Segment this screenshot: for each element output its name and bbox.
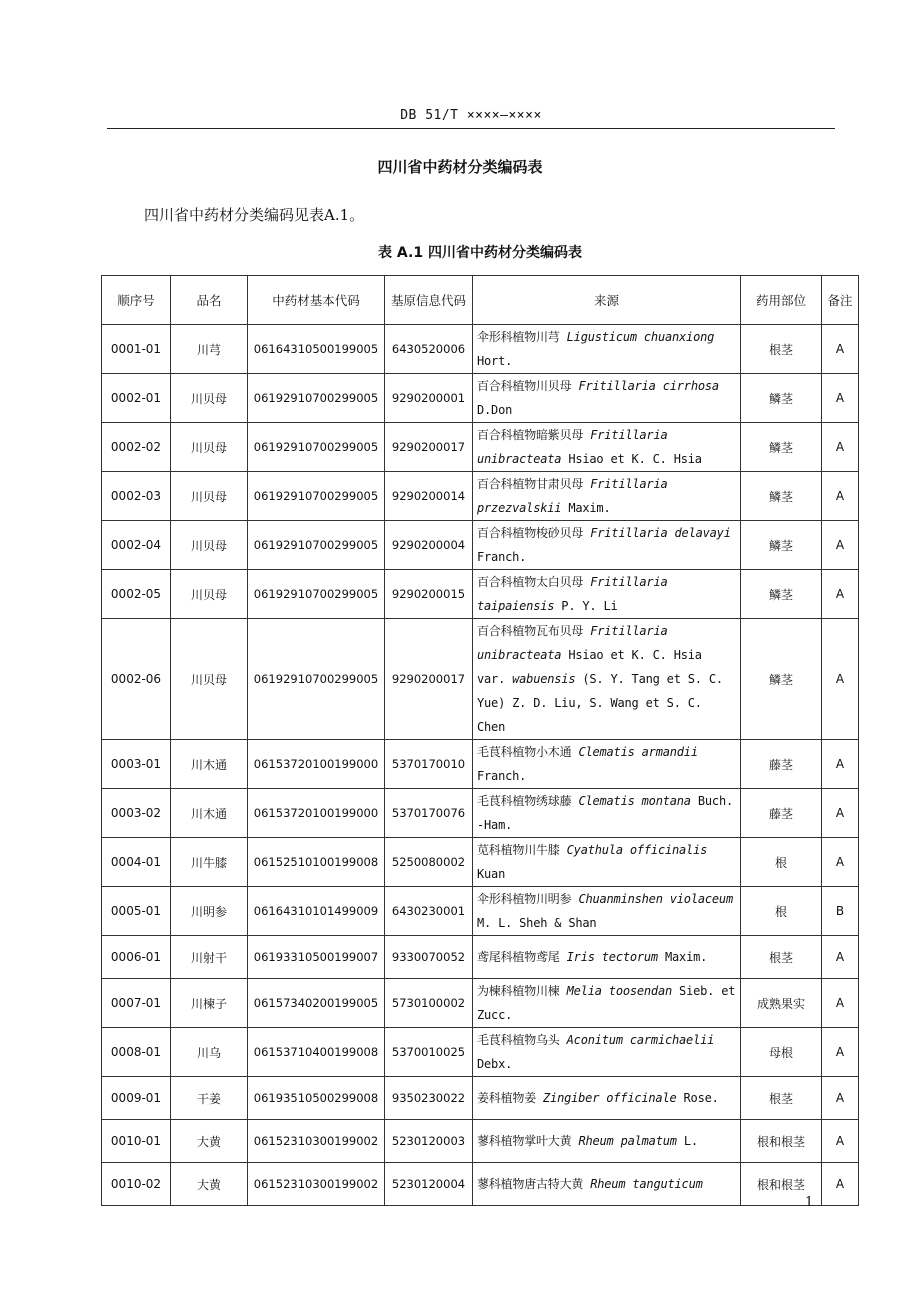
cell-name: 川贝母 — [171, 374, 248, 423]
cell-note: A — [822, 1077, 859, 1120]
source-latin-name: Iris tectorum — [566, 950, 658, 964]
cell-source — [473, 1077, 741, 1120]
source-text: Buch. -Ham. — [477, 794, 733, 832]
cell-basic-code: 06157340200199005 — [248, 979, 385, 1028]
cell-source — [473, 1120, 741, 1163]
cell-origin-code: 9350230022 — [385, 1077, 473, 1120]
cell-name: 大黄 — [171, 1163, 248, 1206]
cell-name: 川楝子 — [171, 979, 248, 1028]
cell-name: 川木通 — [171, 789, 248, 838]
source-latin-name: Aconitum carmichaelii — [566, 1033, 715, 1047]
source-text: L. — [676, 1134, 698, 1148]
cell-source — [473, 979, 741, 1028]
source-text: 伞形科植物川芎 — [477, 330, 567, 344]
source-text: Hsiao et K. C. Hsia — [561, 452, 702, 466]
appendix-title: 四川省中药材分类编码表 — [377, 158, 543, 176]
table-row — [102, 374, 859, 423]
source-latin-name: Rheum palmatum — [578, 1134, 677, 1148]
cell-origin-code: 9290200017 — [385, 619, 473, 740]
cell-basic-code: 06152310300199002 — [248, 1120, 385, 1163]
source-latin-name: wabuensis — [512, 672, 576, 686]
cell-basic-code: 06164310500199005 — [248, 325, 385, 374]
table-row — [102, 740, 859, 789]
table-row — [102, 570, 859, 619]
header-rule — [107, 128, 835, 129]
cell-part: 藤茎 — [741, 789, 822, 838]
cell-source — [473, 472, 741, 521]
cell-source — [473, 740, 741, 789]
source-text: Franch. — [477, 550, 527, 564]
cell-seq: 0001-01 — [102, 325, 171, 374]
cell-source — [473, 374, 741, 423]
cell-name: 川乌 — [171, 1028, 248, 1077]
cell-part: 成熟果实 — [741, 979, 822, 1028]
cell-name: 川贝母 — [171, 619, 248, 740]
col-header-basic-code: 中药材基本代码 — [248, 276, 385, 325]
standard-number-header: DB 51/T ××××—×××× — [400, 108, 542, 123]
source-text: Hort. — [477, 354, 513, 368]
col-header-note: 备注 — [822, 276, 859, 325]
cell-name: 川贝母 — [171, 423, 248, 472]
source-text: 伞形科植物川明参 — [477, 892, 579, 906]
cell-basic-code: 06152310300199002 — [248, 1163, 385, 1206]
cell-part: 鳞茎 — [741, 619, 822, 740]
source-text: Rose. — [676, 1091, 719, 1105]
source-text: 蓼科植物掌叶大黄 — [477, 1134, 579, 1148]
cell-part: 根茎 — [741, 325, 822, 374]
cell-note: A — [822, 1120, 859, 1163]
cell-name: 川牛膝 — [171, 838, 248, 887]
source-text: Maxim. — [657, 950, 708, 964]
source-latin-name: Fritillaria przezvalskii — [477, 477, 668, 515]
source-latin-name: Cyathula officinalis — [566, 843, 708, 857]
source-text: 蓼科植物唐古特大黄 — [477, 1177, 591, 1191]
cell-basic-code: 06192910700299005 — [248, 570, 385, 619]
cell-origin-code: 9290200015 — [385, 570, 473, 619]
source-latin-name: Fritillaria unibracteata — [477, 428, 668, 466]
cell-part: 根茎 — [741, 1077, 822, 1120]
source-latin-name: Rheum tanguticum — [590, 1177, 703, 1191]
source-text: 百合科植物暗紫贝母 — [477, 428, 591, 442]
source-text: 鸢尾科植物鸢尾 — [477, 950, 567, 964]
cell-source — [473, 325, 741, 374]
table-row — [102, 423, 859, 472]
col-header-part: 药用部位 — [741, 276, 822, 325]
source-latin-name: Clematis armandii — [578, 745, 698, 759]
table-row — [102, 979, 859, 1028]
cell-origin-code: 9290200014 — [385, 472, 473, 521]
cell-origin-code: 5230120003 — [385, 1120, 473, 1163]
cell-origin-code: 5250080002 — [385, 838, 473, 887]
source-text: 毛茛科植物乌头 — [477, 1033, 567, 1047]
cell-basic-code: 06192910700299005 — [248, 423, 385, 472]
col-header-name: 品名 — [171, 276, 248, 325]
cell-source — [473, 789, 741, 838]
source-text: Sieb. et Zucc. — [477, 984, 736, 1022]
source-text: (S. Y. Tang et S. C. Yue) Z. D. Liu, S. Wang et S. C. Chen — [477, 672, 723, 734]
table-row — [102, 1163, 859, 1206]
cell-source — [473, 619, 741, 740]
source-text: 百合科植物梭砂贝母 — [477, 526, 591, 540]
cell-basic-code: 06192910700299005 — [248, 619, 385, 740]
cell-note: A — [822, 472, 859, 521]
cell-origin-code: 5230120004 — [385, 1163, 473, 1206]
cell-note: A — [822, 838, 859, 887]
source-text: 为楝科植物川楝 — [477, 984, 567, 998]
cell-note: A — [822, 1163, 859, 1206]
cell-seq: 0002-02 — [102, 423, 171, 472]
source-latin-name: Fritillaria unibracteata — [477, 624, 668, 662]
source-latin-name: Clematis montana — [578, 794, 691, 808]
cell-note: A — [822, 979, 859, 1028]
source-text: Maxim. — [561, 501, 611, 515]
source-latin-name: Zingiber officinale — [543, 1091, 677, 1105]
source-text: M. L. Sheh & Shan — [477, 916, 597, 930]
page-number: 1 — [805, 1195, 814, 1210]
cell-note: A — [822, 1028, 859, 1077]
cell-origin-code: 5370170076 — [385, 789, 473, 838]
table-row — [102, 789, 859, 838]
cell-part: 根 — [741, 838, 822, 887]
table-header-row — [102, 276, 859, 325]
cell-seq: 0002-04 — [102, 521, 171, 570]
cell-seq: 0005-01 — [102, 887, 171, 936]
cell-seq: 0009-01 — [102, 1077, 171, 1120]
cell-name: 川贝母 — [171, 570, 248, 619]
cell-name: 川射干 — [171, 936, 248, 979]
source-text: 百合科植物川贝母 — [477, 379, 579, 393]
cell-basic-code: 06153720100199000 — [248, 740, 385, 789]
cell-name: 大黄 — [171, 1120, 248, 1163]
table-row — [102, 619, 859, 740]
col-header-origin-code: 基原信息代码 — [385, 276, 473, 325]
table-row — [102, 1120, 859, 1163]
source-text: Debx. — [477, 1057, 513, 1071]
cell-name: 川芎 — [171, 325, 248, 374]
source-text: 百合科植物瓦布贝母 — [477, 624, 591, 638]
cell-part: 根茎 — [741, 936, 822, 979]
cell-origin-code: 5370010025 — [385, 1028, 473, 1077]
source-latin-name: Chuanminshen violaceum — [578, 892, 733, 906]
cell-note: A — [822, 570, 859, 619]
cell-source — [473, 1163, 741, 1206]
cell-note: A — [822, 789, 859, 838]
cell-note: A — [822, 619, 859, 740]
table-row — [102, 1077, 859, 1120]
col-header-source: 来源 — [473, 276, 741, 325]
cell-origin-code: 6430230001 — [385, 887, 473, 936]
cell-basic-code: 06193510500299008 — [248, 1077, 385, 1120]
source-text: 毛茛科植物绣球藤 — [477, 794, 579, 808]
cell-part: 鳞茎 — [741, 521, 822, 570]
cell-source — [473, 887, 741, 936]
cell-note: B — [822, 887, 859, 936]
source-text: Hsiao et K. C. Hsia var. — [477, 648, 702, 686]
source-latin-name: Fritillaria delavayi — [590, 526, 731, 540]
cell-part: 藤茎 — [741, 740, 822, 789]
cell-source — [473, 1028, 741, 1077]
source-latin-name: Fritillaria cirrhosa — [578, 379, 719, 393]
cell-name: 川贝母 — [171, 472, 248, 521]
cell-note: A — [822, 325, 859, 374]
cell-source — [473, 423, 741, 472]
source-text: 姜科植物姜 — [477, 1091, 544, 1105]
cell-origin-code: 9330070052 — [385, 936, 473, 979]
cell-part: 鳞茎 — [741, 472, 822, 521]
source-text: 百合科植物甘肃贝母 — [477, 477, 591, 491]
table-row — [102, 325, 859, 374]
cell-basic-code: 06192910700299005 — [248, 521, 385, 570]
cell-part: 鳞茎 — [741, 374, 822, 423]
cell-seq: 0002-05 — [102, 570, 171, 619]
source-latin-name: Melia toosendan — [566, 984, 673, 998]
cell-basic-code: 06164310101499009 — [248, 887, 385, 936]
source-text: Kuan — [477, 867, 506, 881]
cell-origin-code: 9290200001 — [385, 374, 473, 423]
table-caption: 表 A.1 四川省中药材分类编码表 — [378, 245, 582, 261]
source-text: Franch. — [477, 769, 527, 783]
cell-seq: 0006-01 — [102, 936, 171, 979]
cell-part: 母根 — [741, 1028, 822, 1077]
cell-basic-code: 06153720100199000 — [248, 789, 385, 838]
cell-note: A — [822, 936, 859, 979]
source-latin-name: Fritillaria taipaiensis — [477, 575, 668, 613]
cell-part: 根和根茎 — [741, 1120, 822, 1163]
cell-source — [473, 936, 741, 979]
cell-basic-code: 06193310500199007 — [248, 936, 385, 979]
table-row — [102, 887, 859, 936]
table-row — [102, 472, 859, 521]
source-text: 毛茛科植物小木通 — [477, 745, 579, 759]
cell-seq: 0007-01 — [102, 979, 171, 1028]
cell-seq: 0010-02 — [102, 1163, 171, 1206]
cell-part: 根 — [741, 887, 822, 936]
source-text: P. Y. Li — [554, 599, 618, 613]
cell-name: 干姜 — [171, 1077, 248, 1120]
cell-note: A — [822, 423, 859, 472]
cell-source — [473, 570, 741, 619]
cell-note: A — [822, 374, 859, 423]
cell-origin-code: 5370170010 — [385, 740, 473, 789]
cell-basic-code: 06192910700299005 — [248, 472, 385, 521]
table-row — [102, 521, 859, 570]
cell-seq: 0004-01 — [102, 838, 171, 887]
cell-basic-code: 06192910700299005 — [248, 374, 385, 423]
herb-code-table — [101, 275, 859, 1206]
source-text: 百合科植物太白贝母 — [477, 575, 591, 589]
cell-basic-code: 06153710400199008 — [248, 1028, 385, 1077]
cell-seq: 0002-03 — [102, 472, 171, 521]
source-text: D.Don — [477, 403, 513, 417]
cell-name: 川木通 — [171, 740, 248, 789]
cell-name: 川贝母 — [171, 521, 248, 570]
cell-basic-code: 06152510100199008 — [248, 838, 385, 887]
cell-name: 川明参 — [171, 887, 248, 936]
cell-part: 根和根茎 — [741, 1163, 822, 1206]
table-row — [102, 838, 859, 887]
cell-seq: 0002-06 — [102, 619, 171, 740]
intro-text: 四川省中药材分类编码见表A.1。 — [144, 206, 365, 224]
col-header-seq: 顺序号 — [102, 276, 171, 325]
cell-note: A — [822, 521, 859, 570]
cell-seq: 0003-02 — [102, 789, 171, 838]
table-row — [102, 936, 859, 979]
cell-seq: 0002-01 — [102, 374, 171, 423]
cell-part: 鳞茎 — [741, 570, 822, 619]
cell-origin-code: 5730100002 — [385, 979, 473, 1028]
cell-source — [473, 838, 741, 887]
table-row — [102, 1028, 859, 1077]
cell-origin-code: 9290200017 — [385, 423, 473, 472]
source-text: 苋科植物川牛膝 — [477, 843, 567, 857]
cell-seq: 0008-01 — [102, 1028, 171, 1077]
source-latin-name: Ligusticum chuanxiong — [566, 330, 715, 344]
cell-origin-code: 6430520006 — [385, 325, 473, 374]
cell-seq: 0010-01 — [102, 1120, 171, 1163]
cell-note: A — [822, 740, 859, 789]
cell-part: 鳞茎 — [741, 423, 822, 472]
cell-source — [473, 521, 741, 570]
cell-origin-code: 9290200004 — [385, 521, 473, 570]
cell-seq: 0003-01 — [102, 740, 171, 789]
